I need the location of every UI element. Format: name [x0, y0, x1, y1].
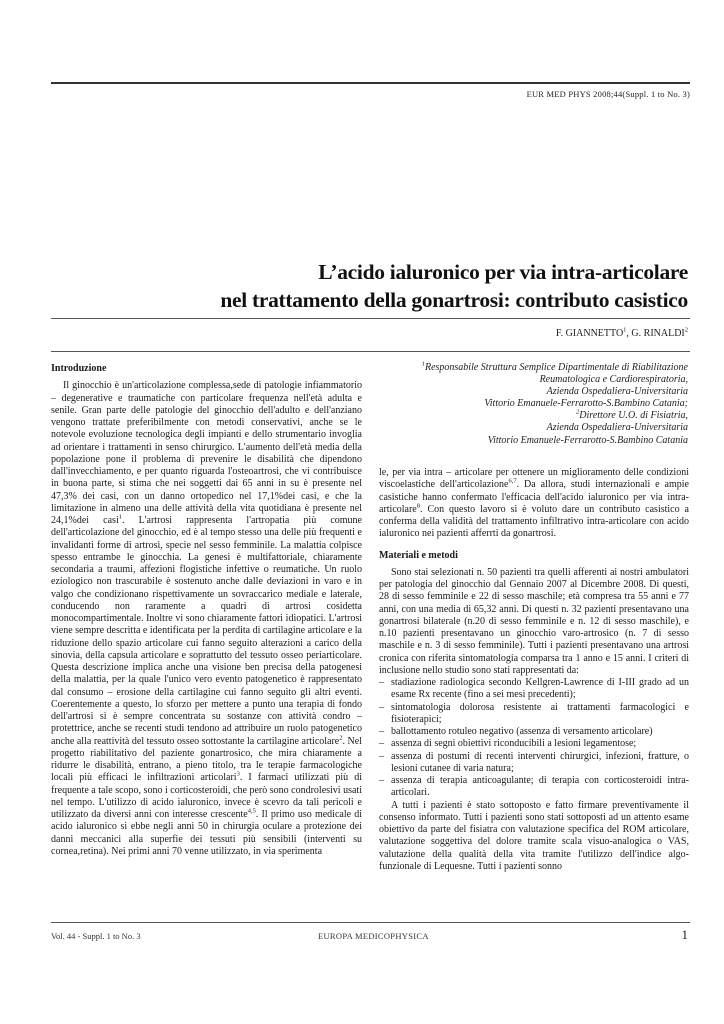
criteria-item: – stadiazione radiologica secondo Kellgren-Lawrence di I-III grado ad un esame Rx recente (fino a sei mesi precedenti); [379, 677, 689, 702]
title-line-2: nel trattamento della gonartrosi: contributo casistico [220, 288, 688, 312]
inclusion-criteria-list [379, 677, 689, 800]
intro-text-b: . L'artrosi rappresenta l'artropatia più comune dell'articolazione del ginocchio, ed è al tempo stesso una delle più frequenti e invalidanti forme di artrosi, specie nel sesso femminile. La malattia colpisce spesso entrambe le ginocchia. La genesi è multifattoriale, chiaramente secondaria a traumi, affezioni flogistiche infettive o reumatiche. Un ruolo eziologico non trascurabile è sostenuto anche dalle deviazioni in varo e in valgo che condizionano rispettivamente un sovraccarico mediale e laterale, conducendo non raramente a quadri di artrosi cosidetta monocompartimentale. Inoltre vi sono chiaramente fattori idiopatici. L'artrosi viene sempre descritta e identificata per la perdita di cartilagine articolare e la riduzione dello spazio articolare cui fanno seguito alterazioni a carico della sinovia, della capsula articolare e soprattutto del tessuto osseo periarticolare. Questa descrizione implica anche una visione ben precisa della patogenesi della malattia, per la quale l'unico vero evento patogenetico è rappresentato dal consumo – erosione della cartilagine cui fanno seguito gli altri eventi. Coerentemente a questo, lo sforzo per mettere a punto una terapia di fondo dell'artrosi si è sempre concentrata su sostanze con attività condro – protettrice, anche se recenti studi tendono ad attribuire un ruolo patogenetico anche alla reattività del tessuto osseo sottostante la cartilagine articolare [51, 515, 363, 747]
intro-paragraph [51, 380, 362, 858]
title-rule [51, 318, 690, 319]
footer-rule [51, 922, 690, 923]
affiliation-1-line-2: Reumatologica e Cardiorespiratoria, [539, 374, 688, 386]
affiliation-2-line-3: Vittorio Emanuele-Ferrarotto-S.Bambino Catania [487, 434, 688, 446]
author-2-affil: 2 [684, 326, 688, 334]
criteria-item: – ballottamento rotuleo negativo (assenza di versamento articolare) [379, 726, 689, 738]
authors [556, 328, 688, 339]
footer-journal: EUROPA MEDICOPHYSICA [318, 931, 429, 941]
affiliation-1-line-3: Azienda Ospedaliera-Universitaria [546, 386, 688, 398]
affiliation-1-line-1 [358, 362, 688, 374]
intro-text-g: . Con questo lavoro si è voluto dare un contributo casistico a conferma della validità del trattamento infiltrativo intra-articolare con acido ialuronico nei pazienti afferrti da gonartrosi. [379, 503, 689, 540]
citation-2: 2 [339, 734, 343, 742]
methods-paragraph-1: Sono stai selezionati n. 50 pazienti tra quelli afferenti ai nostri ambulatori per patologia del ginocchio dal Gennaio 2007 al Dicembre 2008. Di questi, 28 di sesso femminile e 22 di sesso maschile; età compresa tra 55 anni e 77 anni, con una media di 65,32 anni. Di questi n. 32 pazienti presentavano una gonartrosi bilaterale (n.20 di sesso femminile e n. 12 di sesso maschile), e n.10 pazienti presentavano un ginocchio varo-artrosico (n. 7 di sesso maschile e n. 3 di sesso femminile). Tutti i pazienti presentavano una artrosi cronica con riferita sintomatologia comparsa tra 1 anno e 15 anni. I criteri di inclusione nello studio sono stati rappresentati da: [379, 566, 689, 676]
affiliation-2-line-1 [358, 410, 688, 422]
citation-8: 8 [416, 502, 420, 510]
author-1-affil: 1 [623, 326, 627, 334]
citation-1: 1 [118, 513, 122, 521]
criteria-item: – assenza di segni obiettivi riconducibili a lesioni legamentose; [379, 738, 689, 750]
citation-4-5: 4,5 [247, 807, 256, 815]
page-number: 1 [681, 927, 688, 942]
intro-text-c: . Nel progetto riabilitativo del paziente gonartrosico, che mira chiaramente a ridurre le disabilità, entrano, a pieno titolo, tra le terapie farmacologiche locali più efficaci le infiltrazioni articolari [51, 735, 362, 784]
title-line-1: L’acido ialuronico per via intra-articolare [318, 260, 688, 284]
citation-3: 3 [236, 770, 240, 778]
affiliation-1-marker: 1 [421, 360, 425, 368]
intro-text-d: . I farmaci utilizzati più di frequente a tale scopo, sono i corticosteroidi, che però sono condrolesivi usati nel tempo. L'utilizzo di acido ialuronico, invece è scevro da tali pericoli e utilizzato da diversi anni con interesse crescente [51, 772, 363, 820]
right-column [379, 467, 689, 873]
affiliation-1-text: Responsabile Struttura Semplice Dipartimentale di Riabilitazione [424, 362, 688, 373]
methods-paragraph-2: A tutti i pazienti è stato sottoposto e fatto firmare preventivamente il consenso informato. Tutti i pazienti sono stati sottoposti ad un attento esame obiettivo da parte del fisiatra con valutazione specifica del ROM articolare, valutazione soggettiva del dolore tramite scala visuo-analogica o VAS, valutazione della qualità della vita tramite l'utilizzo dell'indice algo-funzionale di Lequesne. Tutti i pazienti sonno [379, 799, 689, 872]
affiliation-1-line-4: Vittorio Emanuele-Ferrarotto-S.Bambino Catania; [484, 398, 688, 410]
article-title [68, 258, 688, 314]
authors-rule [51, 351, 690, 352]
header-rule [51, 82, 690, 84]
left-column [51, 363, 362, 858]
section-heading-materiali-metodi: Materiali e metodi [379, 549, 458, 561]
intro-continuation [379, 467, 689, 541]
intro-text-e-cont: le, per via intra – articolare per ottenere un miglioramento delle condizioni viscoelastiche dell'articolazione [379, 467, 689, 491]
affiliation-2-text: Direttore U.O. di Fisiatria, [579, 410, 688, 422]
section-heading-introduzione: Introduzione [51, 363, 107, 374]
author-separator: , [626, 328, 632, 339]
footer-volume: Vol. 44 - Suppl. 1 to No. 3 [51, 931, 141, 941]
intro-text-f: . Da allora, studi internazionali e ampie casistiche hanno confermato l'efficacia dell'acido ialuronico per via intra-articolare [379, 479, 689, 515]
criteria-item: – assenza di terapia anticoagulante; di terapia con corticosteroidi intra-articolari. [379, 775, 689, 800]
intro-text-a: Il ginocchio è un'articolazione complessa,sede di patologie infiammatorio – degenerative e traumatiche con particolare frequenza nell'età adulta e senile. Gran parte delle patologie del ginocchio dell'adulto e dell'anziano vengono trattate preferibilmente con metodi conservativi, anche se le notevole evoluzione tecnologica degli impianti e dello strumentario invoglia ad orientare i trattamenti in senso chirurgico. L'aumento dell'età media della popolazione pone il problema di prevenire le disabilità che dipendono dall'invecchiamento, e per quanto riguarda l'osteoartrosi, che vi contribuisce in buona parte, si stima che nei soggetti dai 65 anni in su è presente nel 47,3% dei casi, con un danno ortopedico nel 17,1%dei casi, e che la limitazione in almeno una delle attività della vita quotidiana è presente nel 24,1%dei casi [51, 380, 362, 526]
affiliation-2-line-2: Azienda Ospedaliera-Universitaria [546, 422, 688, 434]
journal-reference: EUR MED PHYS 2008;44(Suppl. 1 to No. 3) [526, 89, 690, 99]
author-1: F. GIANNETTO [555, 328, 624, 339]
citation-6-7: 6,7 [508, 477, 517, 485]
intro-text-e: . Il primo uso medicale di acido ialuronico si ebbe negli anni 50 in chirurgia oculare a protezione dei danni meccanici alla superfie dei tessuti più sensibili (interventi su cornea,retina). Nei primi anni 70 venne utilizzato, in via sperimenta [51, 809, 362, 857]
author-2: G. RINALDI [631, 328, 685, 339]
affiliation-2-marker: 2 [576, 409, 580, 417]
affiliations [358, 362, 688, 447]
criteria-item: – sintomatologia dolorosa resistente ai trattamenti farmacologici e fisioterapici; [379, 702, 689, 727]
criteria-item: – assenza di postumi di recenti interventi chirurgici, infezioni, fratture, o lesioni cutanee di varia natura; [379, 751, 689, 776]
